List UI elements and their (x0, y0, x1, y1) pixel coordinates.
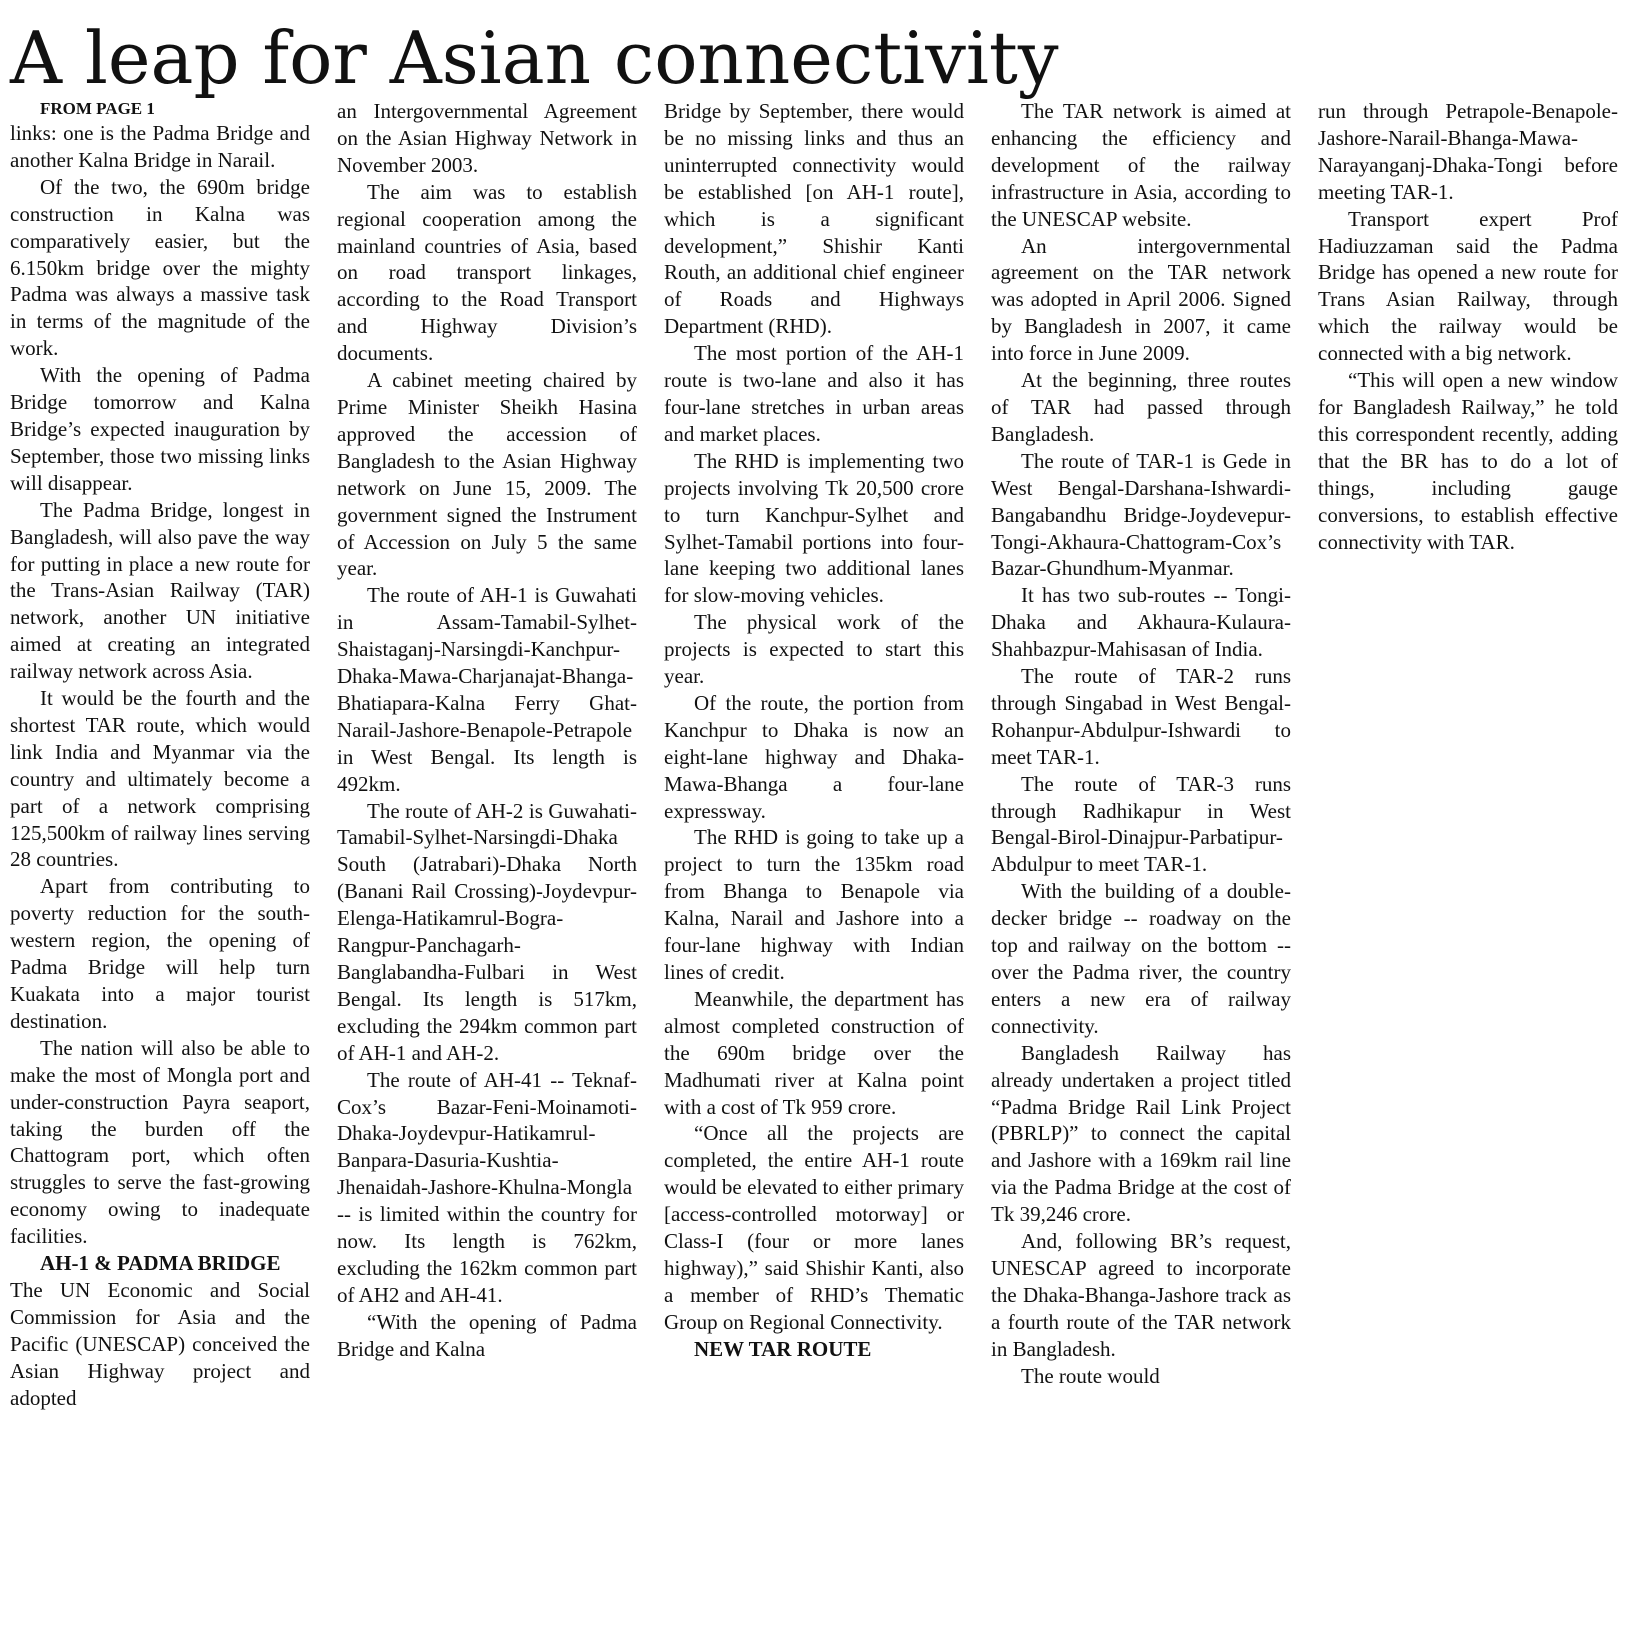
column-3 (664, 98, 964, 1363)
paragraph: The route of TAR-3 runs through Radhikapur in West Bengal-Birol-Dinajpur-Parbatipur-Abdulpur to meet TAR-1. (991, 771, 1291, 877)
paragraph: The RHD is implementing two projects involving Tk 20,500 crore to turn Kanchpur-Sylhet and Sylhet-Tamabil portions into four-lane keeping two additional lanes for slow-moving vehicles. (664, 448, 964, 608)
paragraph: It would be the fourth and the shortest TAR route, which would link India and Myanmar via the country and ultimately become a part of a network comprising 125,500km of railway lines serving 28 countries. (10, 686, 310, 872)
paragraph: The route of AH-2 is Guwahati-Tamabil-Sylhet-Narsingdi-Dhaka South (Jatrabari)-Dhaka North (Banani Rail Crossing)-Joydevpur-Elenga-Hatikamrul-Bogra-Rangpur-Panchagarh-Banglabandha-Fulbari in West Bengal. Its length is 517km, excluding the 294km common part of AH-1 and AH-2. (337, 798, 637, 1065)
paragraph: At the beginning, three routes of TAR had passed through Bangladesh. (991, 368, 1291, 446)
paragraph: an Intergovernmental Agreement on the Asian Highway Network in November 2003. (337, 99, 637, 177)
paragraph: “With the opening of Padma Bridge and Kalna (337, 1309, 637, 1361)
paragraph: And, following BR’s request, UNESCAP agreed to incorporate the Dhaka-Bhanga-Jashore track as a fourth route of the TAR network in Bangladesh. (991, 1229, 1291, 1361)
paragraph: Transport expert Prof Hadiuzzaman said the Padma Bridge has opened a new route for Trans Asian Railway, through which the railway would be connected with a big network. (1318, 206, 1618, 366)
column-2 (337, 98, 637, 1363)
paragraph: The Padma Bridge, longest in Bangladesh, will also pave the way for putting in place a new route for the Trans-Asian Railway (TAR) network, another UN initiative aimed at creating an integrated railway network across Asia. (10, 497, 310, 684)
paragraph: An intergovernmental agreement on the TAR network was adopted in April 2006. Signed by Bangladesh in 2007, it came into force in June 2009. (991, 233, 1291, 366)
paragraph: Bridge by September, there would be no missing links and thus an uninterrupted connectivity would be established [on AH-1 route], which is a significant development,” Shishir Kanti Routh, an additional chief engineer of Roads and Highways Department (RHD). (664, 99, 964, 339)
paragraph: run through Petrapole-Benapole-Jashore-Narail-Bhanga-Mawa-Narayanganj-Dhaka-Tongi before meeting TAR-1. (1318, 99, 1618, 204)
paragraph: Of the route, the portion from Kanchpur to Dhaka is now an eight-lane highway and Dhaka-Mawa-Bhanga a four-lane expressway. (664, 690, 964, 823)
paragraph: links: one is the Padma Bridge and another Kalna Bridge in Narail. (10, 121, 310, 172)
paragraph: “Once all the projects are completed, the entire AH-1 route would be elevated to either primary [access-controlled motorway] or Class-I (four or more lanes highway),” said Shishir Kanti, also a member of RHD’s Thematic Group on Regional Connectivity. (664, 1121, 964, 1334)
column-1 (10, 98, 310, 1412)
paragraph: The route of TAR-1 is Gede in West Bengal-Darshana-Ishwardi-Bangabandhu Bridge-Joydevepur-Tongi-Akhaura-Chattogram-Cox’s Bazar-Ghundhum-Myanmar. (991, 448, 1291, 581)
paragraph: The physical work of the projects is expected to start this year. (664, 610, 964, 689)
kicker: FROM PAGE 1 (40, 99, 155, 118)
paragraph: The most portion of the AH-1 route is two-lane and also it has four-lane stretches in urban areas and market places. (664, 341, 964, 446)
subhead-ah1-padma-bridge: AH-1 & PADMA BRIDGE (40, 1251, 281, 1276)
headline: A leap for Asian connectivity (10, 16, 1059, 100)
paragraph: The nation will also be able to make the most of Mongla port and under-construction Payra seaport, taking the burden off the Chattogram port, which often struggles to serve the fast-growing economy owing to inadequate facilities. (10, 1035, 310, 1249)
paragraph: The UN Economic and Social Commission for Asia and the Pacific (UNESCAP) conceived the Asian Highway project and adopted (10, 1277, 310, 1410)
paragraph: The aim was to establish regional cooperation among the mainland countries of Asia, based on road transport linkages, according to the Road Transport and Highway Division’s documents. (337, 179, 637, 366)
paragraph: With the opening of Padma Bridge tomorrow and Kalna Bridge’s expected inauguration by September, those two missing links will disappear. (10, 363, 310, 495)
paragraph: The route would (1021, 1363, 1160, 1388)
paragraph: A cabinet meeting chaired by Prime Minister Sheikh Hasina approved the accession of Bangladesh to the Asian Highway network on June 15, 2009. The government signed the Instrument of Accession on July 5 the same year. (337, 368, 637, 581)
column-5 (1318, 98, 1618, 555)
paragraph: Bangladesh Railway has already undertaken a project titled “Padma Bridge Rail Link Project (PBRLP)” to connect the capital and Jashore with a 169km rail line via the Padma Bridge at the cost of Tk 39,246 crore. (991, 1040, 1291, 1227)
subhead-new-tar-route: NEW TAR ROUTE (694, 1336, 872, 1361)
paragraph: It has two sub-routes -- Tongi-Dhaka and Akhaura-Kulaura-Shahbazpur-Mahisasan of India. (991, 583, 1291, 662)
paragraph: The route of AH-1 is Guwahati in Assam-Tamabil-Sylhet-Shaistaganj-Narsingdi-Kanchpur-Dhaka-Mawa-Charjanajat-Bhanga-Bhatiapara-Kalna Ferry Ghat-Narail-Jashore-Benapole-Petrapole in West Bengal. Its length is 492km. (337, 583, 637, 796)
paragraph: The RHD is going to take up a project to turn the 135km road from Bhanga to Benapole via Kalna, Narail and Jashore into a four-lane highway with Indian lines of credit. (664, 825, 964, 984)
paragraph: With the building of a double-decker bridge -- roadway on the top and railway on the bottom -- over the Padma river, the country enters a new era of railway connectivity. (991, 879, 1291, 1038)
paragraph: The route of AH-41 -- Teknaf-Cox’s Bazar-Feni-Moinamoti-Dhaka-Joydevpur-Hatikamrul-Banpara-Dasuria-Kushtia-Jhenaidah-Jashore-Khulna-Mongla -- is limited within the country for now. Its length is 762km, excluding the 162km common part of AH2 and AH-41. (337, 1067, 637, 1307)
paragraph: “This will open a new window for Bangladesh Railway,” he told this correspondent recently, adding that the BR has to do a lot of things, including gauge conversions, to establish effective connectivity with TAR. (1318, 368, 1618, 554)
paragraph: The TAR network is aimed at enhancing the efficiency and development of the railway infrastructure in Asia, according to the UNESCAP website. (991, 99, 1291, 231)
paragraph: Of the two, the 690m bridge construction in Kalna was comparatively easier, but the 6.150km bridge over the mighty Padma was always a massive task in terms of the magnitude of the work. (10, 174, 310, 361)
paragraph: Apart from contributing to poverty reduction for the south-western region, the opening of Padma Bridge will help turn Kuakata into a major tourist destination. (10, 874, 310, 1033)
column-4 (991, 98, 1291, 1390)
paragraph: The route of TAR-2 runs through Singabad in West Bengal-Rohanpur-Abdulpur-Ishwardi to meet TAR-1. (991, 664, 1291, 769)
paragraph: Meanwhile, the department has almost completed construction of the 690m bridge over the Madhumati river at Kalna point with a cost of Tk 959 crore. (664, 986, 964, 1119)
